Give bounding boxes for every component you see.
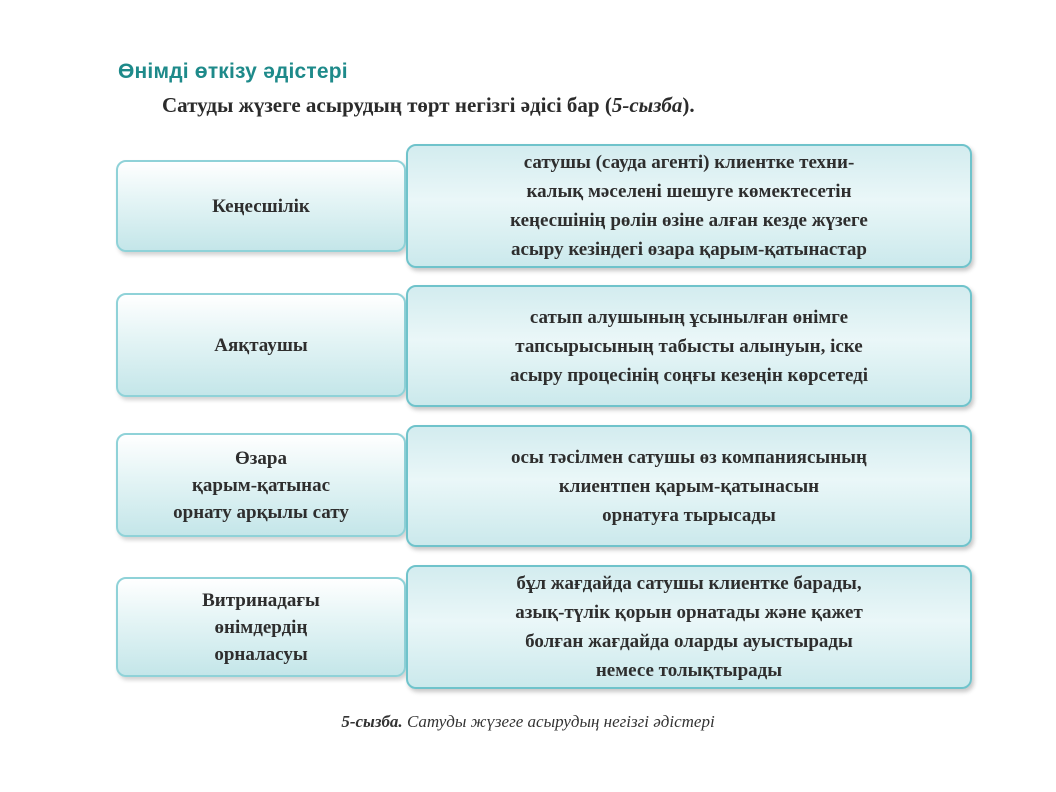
method-description-box xyxy=(406,565,972,689)
method-name-box xyxy=(116,577,406,677)
method-description xyxy=(510,303,868,390)
description-line: орнатуға тырысады xyxy=(602,504,776,526)
section-heading: Өнімді өткізу әдістері xyxy=(118,60,348,83)
method-name-line: қарым-қатынас xyxy=(191,474,331,496)
method-name-line: өнімдердің xyxy=(214,616,308,638)
method-name xyxy=(212,193,310,220)
method-name-box xyxy=(116,160,406,252)
intro-text: Сатуды жүзеге асырудың төрт негізгі әдісі бар ( xyxy=(162,93,612,117)
method-name xyxy=(214,332,307,359)
diagram-caption xyxy=(0,712,1056,732)
description-line: клиентпен қарым-қатынасын xyxy=(558,475,820,497)
description-line: калық мәселені шешуге көмектесетін xyxy=(526,181,852,202)
description-line: болған жағдайда оларды ауыстырады xyxy=(525,631,853,652)
description-line: бұл жағдайда сатушы клиентке барады, xyxy=(516,573,862,594)
description-line: кеңесшінің рөлін өзіне алған кезде жүзеге xyxy=(510,210,868,231)
method-row xyxy=(116,425,974,549)
method-description xyxy=(515,569,863,685)
description-line: немесе толықтырады xyxy=(595,660,783,681)
description-line: асыру процесінің соңғы кезеңін көрсетеді xyxy=(509,364,869,386)
method-description xyxy=(511,443,867,530)
method-name-line: Өзара xyxy=(235,447,287,469)
method-name-line: Кеңесшілік xyxy=(212,195,310,217)
method-name-box xyxy=(116,293,406,397)
method-name-line: орналасуы xyxy=(214,643,308,665)
description-line: сатушы (сауда агенті) клиентке техни- xyxy=(523,152,855,173)
caption-text: Сатуды жүзеге асырудың негізгі әдістері xyxy=(402,712,715,731)
method-name-box xyxy=(116,433,406,537)
description-line: тапсырысының табысты алынуын, іске xyxy=(515,335,863,357)
intro-text-end: ). xyxy=(682,93,695,117)
intro-sentence xyxy=(162,93,695,118)
method-name-line: орнату арқылы сату xyxy=(173,501,349,523)
method-name-line: Аяқтаушы xyxy=(214,334,308,356)
method-row xyxy=(116,285,974,409)
description-line: сатып алушының ұсынылған өнімге xyxy=(529,306,849,328)
method-name-line: Витринадағы xyxy=(202,589,320,611)
description-line: осы тәсілмен сатушы өз компаниясының xyxy=(511,446,867,468)
method-description-box xyxy=(406,144,972,268)
description-line: асыру кезіндегі өзара қарым-қатынастар xyxy=(510,239,867,260)
method-description-box xyxy=(406,285,972,407)
method-row xyxy=(116,565,974,691)
method-description-box xyxy=(406,425,972,547)
method-name xyxy=(202,587,320,668)
description-line: азық-түлік қорын орнатады және қажет xyxy=(515,602,863,623)
caption-label: 5-сызба. xyxy=(341,712,403,731)
method-description xyxy=(510,148,868,264)
method-row xyxy=(116,144,974,270)
diagram-reference: 5-сызба xyxy=(611,93,683,117)
method-name xyxy=(173,445,349,526)
